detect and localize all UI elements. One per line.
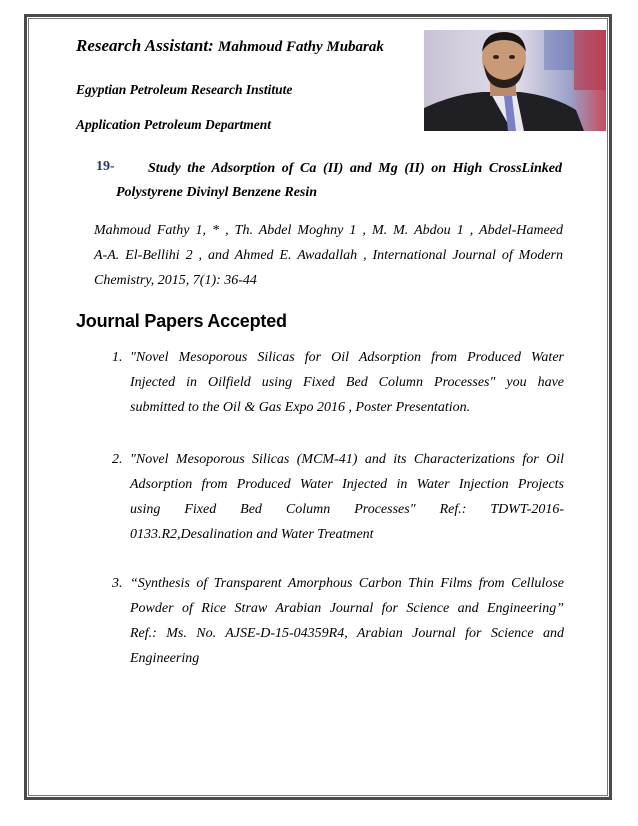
reference-number: 3.: [112, 576, 123, 591]
reference-line: "Novel Mesoporous Silicas (MCM-41) and its Characterizations for Oil: [130, 452, 564, 467]
reference-number: 2.: [112, 452, 123, 467]
header-title: [76, 36, 384, 56]
authors-line: Mahmoud Fathy 1, * , Th. Abdel Moghny 1 , M. M. Abdou 1 , Abdel-Hameed: [94, 223, 563, 238]
paper-title: [116, 157, 562, 205]
department-name: Application Petroleum Department: [76, 117, 271, 132]
reference-line: "Novel Mesoporous Silicas for Oil Adsorption from Produced Water: [130, 350, 564, 365]
reference-text: [130, 571, 564, 671]
reference-text: [130, 447, 564, 547]
reference-line: Ref.: Ms. No. AJSE-D-15-04359R4, Arabian Journal for Science and: [130, 626, 564, 641]
reference-line: Adsorption from Produced Water Injected in Water Injection Projects: [130, 477, 564, 492]
reference-line: “Synthesis of Transparent Amorphous Carbon Thin Films from Cellulose: [130, 576, 564, 591]
paper-title-line: Polystyrene Divinyl Benzene Resin: [116, 185, 318, 200]
reference-line: Engineering: [130, 651, 200, 666]
reference-line: submitted to the Oil & Gas Expo 2016 , Poster Presentation.: [130, 400, 471, 415]
reference-number: 1.: [112, 350, 123, 365]
reference-line: 0133.R2,Desalination and Water Treatment: [130, 527, 374, 542]
title-label: Research Assistant:: [76, 36, 214, 55]
reference-text: [130, 345, 564, 420]
authors-line: A-A. El-Bellihi 2 , and Ahmed E. Awadallah , International Journal of Modern: [94, 248, 563, 263]
paper-title-line: Study the Adsorption of Ca (II) and Mg (II) on High CrossLinked: [148, 161, 562, 176]
author-name: Mahmoud Fathy Mubarak: [218, 39, 384, 55]
paper-number: 19-: [96, 159, 115, 174]
section-heading: Journal Papers Accepted: [76, 311, 287, 331]
reference-line: using Fixed Bed Column Processes" Ref.: TDWT-2016-: [130, 502, 564, 517]
authors-line: Chemistry, 2015, 7(1): 36-44: [94, 273, 257, 288]
institute-name: Egyptian Petroleum Research Institute: [76, 82, 293, 97]
reference-line: Powder of Rice Straw Arabian Journal for Science and Engineering”: [130, 601, 564, 616]
paper-authors: [94, 218, 563, 293]
reference-line: Injected in Oilfield using Fixed Bed Column Processes" you have: [130, 375, 564, 390]
profile-photo: [424, 30, 606, 131]
